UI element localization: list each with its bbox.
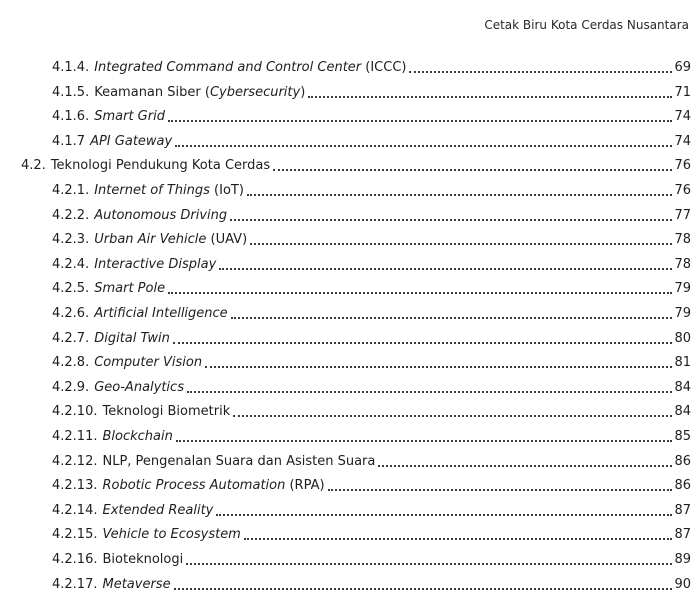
toc-entry-number: 4.2.5.: [52, 281, 90, 297]
toc-entry-number: 4.1.6.: [52, 109, 90, 125]
toc-page-number: 79: [674, 306, 691, 321]
toc-entry-number: 4.2.14.: [52, 502, 98, 518]
toc-section-entry[interactable]: [21, 152, 691, 174]
dot-leader: [409, 71, 672, 73]
dot-leader: [175, 145, 672, 147]
toc-subsection-entry[interactable]: [52, 177, 691, 199]
dot-leader: [187, 391, 672, 393]
toc-entry-title: Computer Vision: [94, 355, 203, 371]
toc-subsection-entry[interactable]: [52, 571, 691, 593]
toc-page-number: 74: [674, 109, 691, 125]
toc-entry-number: 4.1.5.: [52, 84, 90, 100]
toc-entry-title: Robotic Process Automation (RPA): [102, 478, 325, 494]
toc-page-number: 76: [674, 183, 691, 198]
toc-subsection-entry[interactable]: [52, 423, 691, 445]
toc-entry-title: Urban Air Vehicle (UAV): [94, 232, 248, 248]
toc-subsection-entry[interactable]: [52, 497, 691, 519]
dot-leader: [247, 194, 673, 196]
dot-leader: [378, 465, 672, 467]
toc-page-number: 76: [674, 158, 691, 174]
toc-page-number: 78: [674, 232, 691, 248]
dot-leader: [168, 292, 672, 294]
toc-page-number: 87: [674, 502, 691, 518]
toc-page-number: 79: [674, 281, 691, 297]
toc-page-number: 80: [674, 330, 691, 346]
toc-subsection-entry[interactable]: [52, 349, 691, 371]
toc-entry-title: Artificial Intelligence: [94, 306, 228, 321]
toc-entry-number: 4.2.13.: [52, 478, 98, 494]
toc-entry-number: 4.2.3.: [52, 232, 90, 248]
toc-entry-number: 4.2.1.: [52, 183, 90, 198]
toc-entry-title: NLP, Pengenalan Suara dan Asisten Suara: [102, 453, 376, 469]
toc-entry-title: Integrated Command and Control Center (ICCC): [94, 60, 407, 75]
dot-leader: [244, 538, 673, 540]
toc-entry-title: Interactive Display: [94, 256, 217, 272]
toc-entry-title: Internet of Things (IoT): [94, 183, 244, 198]
toc-entry-number: 4.2.: [21, 158, 46, 174]
toc-entry-number: 4.2.15.: [52, 527, 98, 543]
toc-entry-number: 4.1.7: [52, 133, 86, 149]
toc-subsection-entry[interactable]: [52, 202, 691, 224]
dot-leader: [328, 489, 673, 491]
toc-entry-number: 4.2.9.: [52, 379, 90, 395]
toc-page-number: 85: [674, 429, 691, 444]
dot-leader: [174, 588, 673, 590]
dot-leader: [186, 563, 672, 565]
toc-subsection-entry[interactable]: [52, 251, 691, 273]
toc-entry-title: Keamanan Siber (Cybersecurity): [94, 84, 306, 100]
dot-leader: [308, 96, 672, 98]
toc-page-number: 86: [674, 478, 691, 494]
toc-page-number: 77: [674, 207, 691, 223]
dot-leader: [173, 342, 673, 344]
toc-entry-number: 4.2.2.: [52, 207, 90, 223]
toc-page-number: 90: [674, 576, 691, 592]
toc-entry-title: Geo-Analytics: [94, 379, 184, 395]
toc-page-number: 69: [674, 60, 691, 75]
toc-subsection-entry[interactable]: [52, 54, 691, 76]
dot-leader: [250, 243, 672, 245]
toc-page-number: 86: [674, 453, 691, 469]
dot-leader: [273, 169, 672, 171]
toc-entry-title: Blockchain: [102, 429, 173, 444]
toc-entry-number: 4.2.6.: [52, 306, 90, 321]
toc-entry-title: Extended Reality: [102, 502, 214, 518]
toc-entry-number: 4.2.8.: [52, 355, 90, 371]
toc-entry-number: 4.2.4.: [52, 256, 90, 272]
toc-page-number: 89: [674, 552, 691, 567]
dot-leader: [216, 514, 672, 516]
running-header: Cetak Biru Kota Cerdas Nusantara: [484, 18, 689, 32]
toc-entry-title: Teknologi Biometrik: [102, 404, 231, 420]
toc-entry-number: 4.2.7.: [52, 330, 90, 346]
toc-subsection-entry[interactable]: [52, 275, 691, 297]
toc-page-number: 74: [674, 133, 691, 149]
dot-leader: [205, 366, 672, 368]
toc-entry-number: 4.2.12.: [52, 453, 98, 469]
toc-entry-number: 4.2.16.: [52, 552, 98, 567]
toc-subsection-entry[interactable]: [52, 472, 691, 494]
dot-leader: [219, 268, 672, 270]
toc-entry-number: 4.2.10.: [52, 404, 98, 420]
toc-entry-number: 4.2.17.: [52, 576, 98, 592]
toc-subsection-entry[interactable]: [52, 128, 691, 150]
toc-subsection-entry[interactable]: [52, 226, 691, 248]
toc-subsection-entry[interactable]: [52, 398, 691, 420]
toc-page-number: 78: [674, 256, 691, 272]
toc-subsection-entry[interactable]: [52, 300, 691, 322]
toc-subsection-entry[interactable]: [52, 325, 691, 347]
toc-page-number: 81: [674, 355, 691, 371]
toc-entry-title: Smart Grid: [94, 109, 165, 125]
toc-page-number: 84: [674, 379, 691, 395]
dot-leader: [168, 120, 672, 122]
toc-entry-title: Smart Pole: [94, 281, 166, 297]
toc-page-number: 71: [674, 84, 691, 100]
toc-entry-title: Vehicle to Ecosystem: [102, 527, 241, 543]
toc-entry-title: Digital Twin: [94, 330, 170, 346]
toc-subsection-entry[interactable]: [52, 103, 691, 125]
toc-entry-title: Metaverse: [102, 576, 171, 592]
toc-subsection-entry[interactable]: [52, 374, 691, 396]
dot-leader: [230, 219, 672, 221]
toc-entry-title: API Gateway: [90, 133, 173, 149]
toc-subsection-entry[interactable]: [52, 79, 691, 101]
toc-subsection-entry[interactable]: [52, 448, 691, 470]
toc-entry-title: Autonomous Driving: [94, 207, 228, 223]
toc-page-number: 87: [674, 527, 691, 543]
toc-page-number: 84: [674, 404, 691, 420]
toc-subsection-entry[interactable]: [52, 521, 691, 543]
toc-entry-title: Teknologi Pendukung Kota Cerdas: [50, 158, 271, 174]
dot-leader: [233, 415, 672, 417]
dot-leader: [231, 317, 673, 319]
dot-leader: [176, 440, 673, 442]
toc-entry-number: 4.1.4.: [52, 60, 90, 75]
toc-subsection-entry[interactable]: [52, 546, 691, 568]
toc-entry-number: 4.2.11.: [52, 429, 98, 444]
toc-entry-title: Bioteknologi: [102, 552, 184, 567]
